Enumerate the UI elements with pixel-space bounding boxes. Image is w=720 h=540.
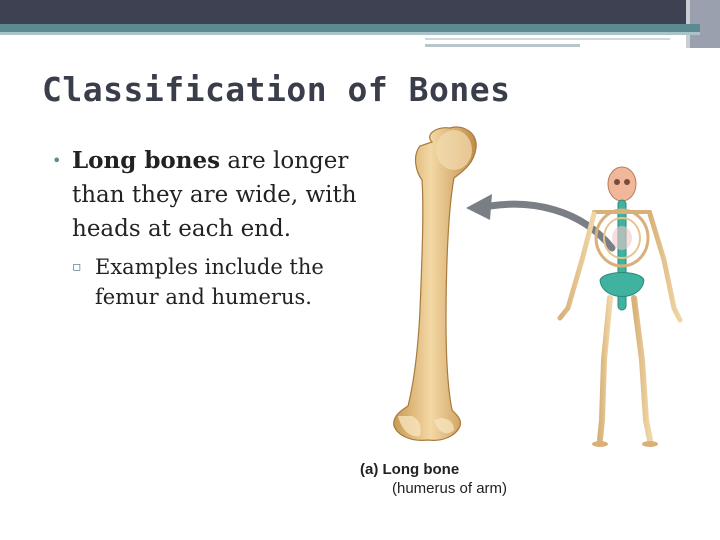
skeleton-figure — [560, 167, 680, 447]
caption-title: Long bone — [382, 461, 460, 478]
accent-line — [425, 44, 580, 47]
header-teal-stripe — [0, 24, 700, 32]
long-bone-figure — [350, 120, 720, 510]
header-bar — [0, 0, 720, 24]
bullet-long-bones — [40, 144, 380, 246]
sub-bullet-text: Examples include the femur and humerus. — [95, 255, 324, 309]
figure-caption — [360, 460, 507, 498]
humerus-bone — [394, 127, 476, 440]
bullet-marker: • — [52, 151, 62, 170]
accent-line — [425, 38, 670, 40]
caption-letter: (a) — [360, 461, 379, 478]
caption-subtitle: (humerus of arm) — [392, 480, 508, 497]
header-light-stripe — [0, 32, 700, 35]
sub-bullet-examples — [40, 252, 380, 312]
bullet-term: Long bones — [72, 147, 221, 174]
bullet-list — [40, 144, 380, 312]
bullet-text: are longer than they are wide, with heads at each end. — [72, 148, 357, 242]
sub-bullet-marker: ▫ — [72, 259, 82, 275]
slide-title: Classification of Bones — [42, 70, 511, 109]
